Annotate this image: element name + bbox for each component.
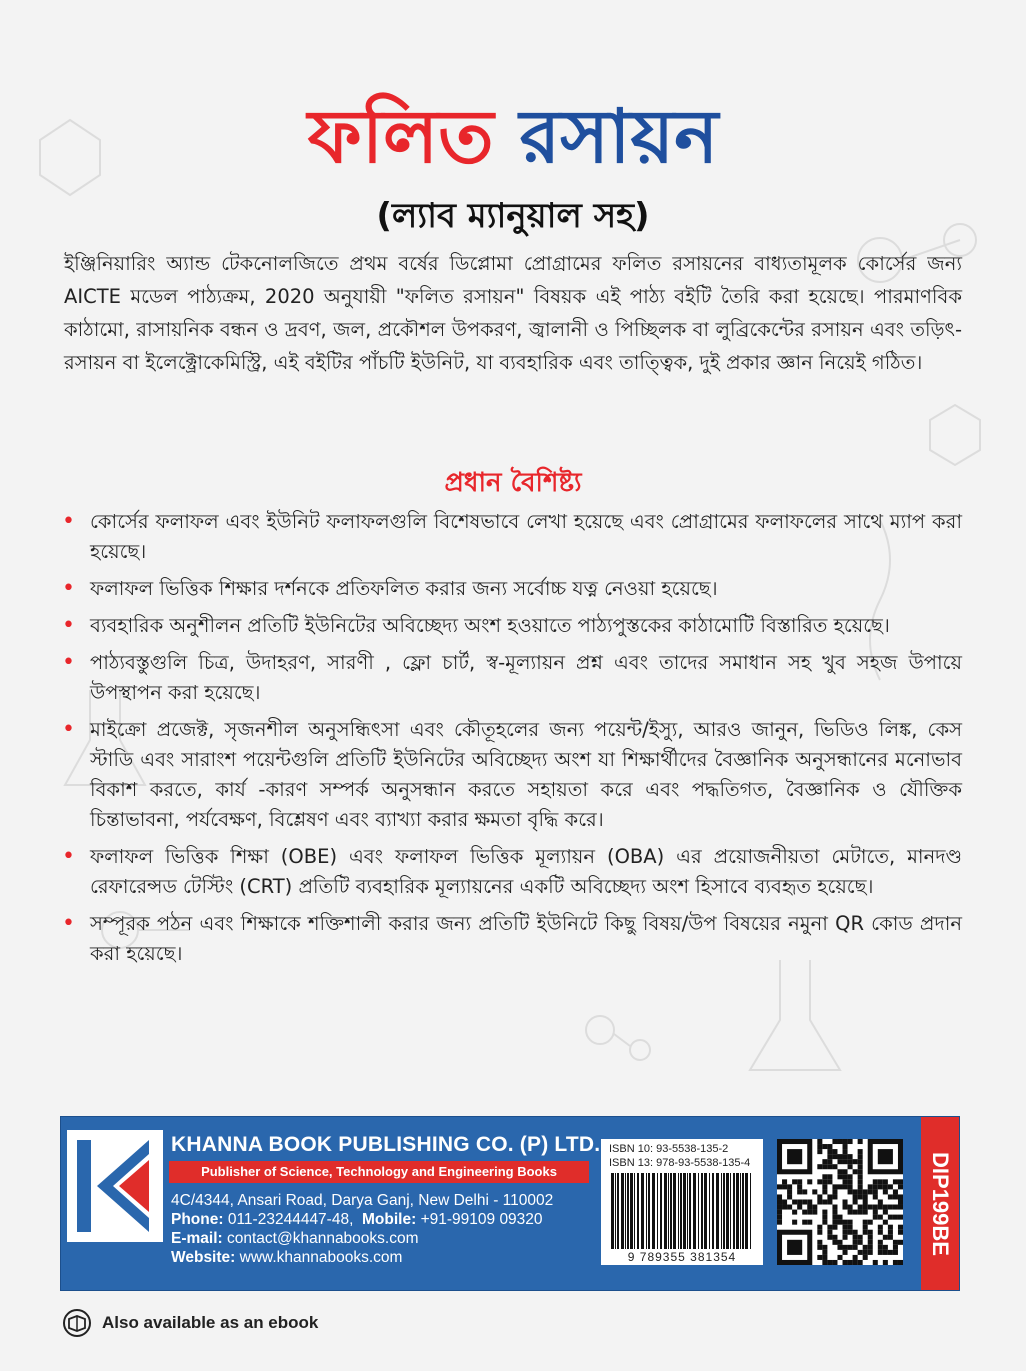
feature-item — [62, 574, 962, 604]
feature-item — [62, 648, 962, 708]
phone-label: Phone: — [171, 1211, 224, 1228]
email-label: E-mail: — [171, 1230, 223, 1247]
publisher-address: 4C/4344, Ansari Road, Darya Ganj, New Delhi - 110002 — [171, 1192, 554, 1209]
feature-text: কোর্সের ফলাফল এবং ইউনিট ফলাফলগুলি বিশেষভাবে লেখা হয়েছে এবং প্রোগ্রামের ফলাফলের সাথে ম্যাপ করা হয়েছে। — [90, 510, 962, 563]
ebook-notice — [62, 1308, 318, 1338]
bullet-icon: • — [62, 576, 75, 601]
bullet-icon: • — [62, 717, 75, 742]
website-label: Website: — [171, 1249, 236, 1266]
feature-item — [62, 909, 962, 969]
features-list — [62, 507, 962, 976]
bullet-icon: • — [62, 613, 75, 638]
barcode-icon — [609, 1173, 755, 1249]
email-value[interactable]: contact@khannabooks.com — [227, 1230, 419, 1247]
phone-value: 011-23244447-48, — [227, 1211, 354, 1228]
bullet-icon: • — [62, 650, 75, 675]
isbn-10: ISBN 10: 93-5538-135-2 — [609, 1143, 729, 1155]
title-word-1: ফলিত — [307, 94, 494, 180]
publisher-contact — [171, 1191, 553, 1267]
feature-text: পাঠ্যবস্তুগুলি চিত্র, উদাহরণ, সারণী , ফ্লো চার্ট, স্ব-মূল্যায়ন প্রশ্ন এবং তাদের সমাধান সহ খুব সহজ উপায়ে উপস্থাপন করা হয়েছে। — [90, 651, 962, 704]
feature-item — [62, 507, 962, 567]
feature-text: সম্পূরক পঠন এবং শিক্ষাকে শক্তিশালী করার জন্য প্রতিটি ইউনিটে কিছু বিষয়/উপ বিষয়ের নমুনা QR কোড প্রদান করা হয়েছে। — [90, 912, 962, 965]
publisher-panel — [60, 1116, 960, 1291]
bullet-icon: • — [62, 844, 75, 869]
barcode-number: 9 789355 381354 — [627, 1250, 737, 1264]
qr-code-icon — [777, 1139, 903, 1265]
publisher-tagline: Publisher of Science, Technology and Engineering Books — [169, 1161, 589, 1183]
ebook-icon — [62, 1308, 92, 1338]
feature-item — [62, 842, 962, 902]
mobile-label: Mobile: — [362, 1211, 417, 1228]
k-logo-icon — [67, 1130, 163, 1242]
website-value[interactable]: www.khannabooks.com — [239, 1249, 403, 1266]
intro-paragraph: ইঞ্জিনিয়ারিং অ্যান্ড টেকনোলজিতে প্রথম বর্ষের ডিপ্লোমা প্রোগ্রামের ফলিত রসায়নের বাধ্যতামূলক কোর্সের জন্য AICTE মডেল পাঠ্যক্রম, 2020 অনুযায়ী "ফলিত রসায়ন" বিষয়ক এই পাঠ্য বইটি তৈরি করা হয়েছে। পারমাণবিক কাঠামো, রাসায়নিক বন্ধন ও দ্রবণ, জল, প্রকৌশল উপকরণ, জ্বালানী ও পিচ্ছিলক বা লুব্রিকেন্টের রসায়ন এবং তড়িৎ-রসায়ন বা ইলেক্ট্রোকেমিস্ট্রি, এই বইটির পাঁচটি ইউনিট, যা ব্যবহারিক এবং তাত্ত্বিক, দুই প্রকার জ্ঞান নিয়েই গঠিত। — [64, 252, 962, 374]
feature-text: ব্যবহারিক অনুশীলন প্রতিটি ইউনিটের অবিচ্ছেদ্য অংশ হওয়াতে পাঠ্যপুস্তকের কাঠামোটি বিস্তারিত হয়েছে। — [90, 614, 890, 637]
isbn-box — [601, 1139, 763, 1265]
book-code: DIP199BE — [928, 1151, 953, 1256]
features-heading: প্রধান বৈশিষ্ট্য — [444, 468, 582, 498]
feature-item — [62, 611, 962, 641]
ebook-text: Also available as an ebook — [102, 1313, 319, 1332]
feature-item — [62, 715, 962, 835]
book-title — [0, 94, 1026, 180]
title-word-2: রসায়ন — [519, 94, 719, 180]
feature-text: ফলাফল ভিত্তিক শিক্ষার দর্শনকে প্রতিফলিত করার জন্য সর্বোচ্চ যত্ন নেওয়া হয়েছে। — [90, 577, 718, 600]
bullet-icon: • — [62, 911, 75, 936]
book-subtitle: (ল্যাব ম্যানুয়াল সহ) — [376, 196, 650, 236]
mobile-value: +91-99109 09320 — [420, 1211, 543, 1228]
isbn-13: ISBN 13: 978-93-5538-135-4 — [609, 1157, 751, 1169]
bullet-icon: • — [62, 509, 75, 534]
publisher-name: KHANNA BOOK PUBLISHING CO. (P) LTD. — [171, 1133, 601, 1156]
feature-text: ফলাফল ভিত্তিক শিক্ষা (OBE) এবং ফলাফল ভিত্তিক মূল্যায়ন (OBA) এর প্রয়োজনীয়তা মেটাতে, মানদণ্ড রেফারেন্সড টেস্টিং (CRT) প্রতিটি ব্যবহারিক মূল্যায়নের একটি অবিচ্ছেদ্য অংশ হিসাবে ব্যবহৃত হয়েছে। — [90, 845, 962, 898]
feature-text: মাইক্রো প্রজেক্ট, সৃজনশীল অনুসন্ধিৎসা এবং কৌতূহলের জন্য পয়েন্ট/ইস্যু, আরও জানুন, ভিডিও লিঙ্ক, কেস স্টাডি এবং সারাংশ পয়েন্টগুলি প্রতিটি ইউনিটের অবিচ্ছেদ্য অংশ যা শিক্ষার্থীদের বৈজ্ঞানিক অনুসন্ধানের মনোভাব বিকাশ করতে, কার্য -কারণ সম্পর্ক অনুসন্ধান করতে সহায়তা করে এবং পদ্ধতিগত, বৈজ্ঞানিক ও যৌক্তিক চিন্তাভাবনা, পর্যবেক্ষণ, বিশ্লেষণ এবং ব্যাখ্যা করার ক্ষমতা বৃদ্ধি করে। — [90, 718, 962, 831]
book-code-strip — [921, 1117, 959, 1290]
publisher-logo — [67, 1130, 163, 1242]
